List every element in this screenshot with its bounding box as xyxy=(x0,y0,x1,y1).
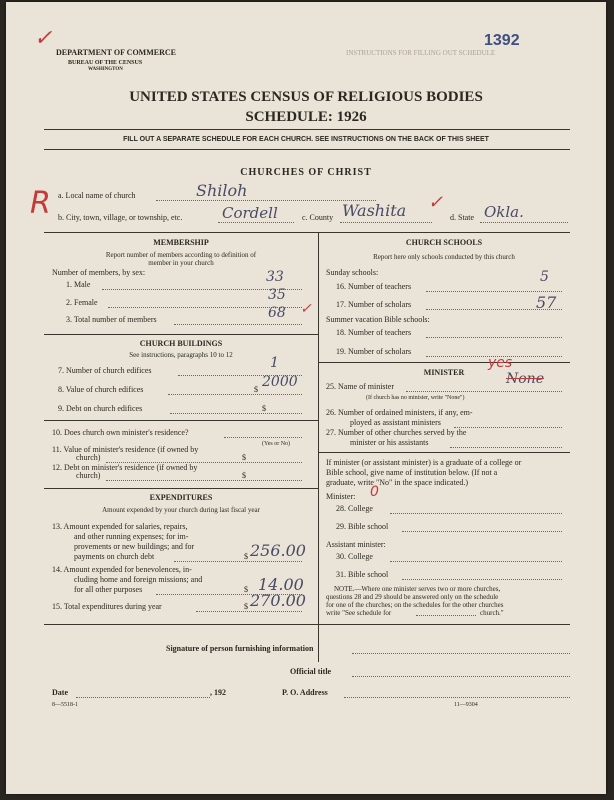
bureau: BUREAU OF THE CENSUS xyxy=(68,60,143,66)
vacation-teachers-label: 18. Number of teachers xyxy=(336,328,412,337)
red-check-mark: ✓ xyxy=(34,26,53,51)
buildings-title: CHURCH BUILDINGS xyxy=(139,339,223,348)
edifices-value-label: 8. Value of church edifices xyxy=(58,385,144,394)
dollar-sign: $ xyxy=(242,453,246,462)
total-check-mark: ✓ xyxy=(300,301,312,317)
bleed-through-text: INSTRUCTIONS FOR FILLING OUT SCHEDULE xyxy=(346,49,496,57)
state-label: d. State xyxy=(450,213,474,222)
signature-label: Signature of person furnishing information xyxy=(166,644,314,653)
po-address-label: P. O. Address xyxy=(282,688,328,697)
department: DEPARTMENT OF COMMERCE xyxy=(56,48,177,57)
denomination: CHURCHES OF CHRIST xyxy=(240,167,372,178)
benevolences-label2: cluding home and foreign missions; and xyxy=(74,575,203,584)
sunday-teachers-value: 5 xyxy=(540,269,549,285)
state-value: Okla. xyxy=(484,203,524,221)
city-value: Cordell xyxy=(222,204,278,222)
membership-title: MEMBERSHIP xyxy=(153,238,209,247)
minister-title: MINISTER xyxy=(423,368,465,377)
schools-note: Report here only schools conducted by this church xyxy=(373,253,515,261)
year-label: , 192 xyxy=(210,688,226,697)
dollar-sign: $ xyxy=(244,602,248,611)
buildings-note: See instructions, paragraphs 10 to 12 xyxy=(129,351,233,359)
running-expenses-value: 256.00 xyxy=(250,541,306,560)
note-line4: write "See schedule for xyxy=(326,609,392,617)
sunday-schools-label: Sunday schools: xyxy=(326,268,379,277)
county-value: Washita xyxy=(342,201,407,220)
schedule-sheet xyxy=(6,2,606,794)
dollar-sign: $ xyxy=(242,471,246,480)
graduate-note3: graduate, write "No" in the space indicated.) xyxy=(326,478,469,487)
minister-education-value: 0 xyxy=(370,484,379,500)
residence-value-label: 11. Value of minister's residence (if owned by xyxy=(52,445,199,454)
expenditures-note: Amount expended by your church during last fiscal year xyxy=(102,506,260,514)
residence-value-label2: church) xyxy=(76,453,101,462)
total-expenditures-label: 15. Total expenditures during year xyxy=(52,602,162,611)
minister-education-label: Minister: xyxy=(326,492,356,501)
minister-college-label: 28. College xyxy=(336,504,373,513)
benevolences-label3: for all other purposes xyxy=(74,585,143,594)
edifices-debt-label: 9. Debt on church edifices xyxy=(58,404,143,413)
yes-no-note: (Yes or No) xyxy=(262,441,291,447)
assistant-college-label: 30. College xyxy=(336,552,373,561)
other-churches-label2: minister or his assistants xyxy=(350,438,429,447)
fill-instruction: FILL OUT A SEPARATE SCHEDULE FOR EACH CHURCH. SEE INSTRUCTIONS ON THE BACK OF THIS SHEET xyxy=(123,136,489,143)
edifices-count-value: 1 xyxy=(270,355,279,371)
benevolences-value: 14.00 xyxy=(258,575,304,594)
membership-note2: member in your church xyxy=(148,259,214,267)
residence-debt-label2: church) xyxy=(76,471,101,480)
male-label: 1. Male xyxy=(66,280,91,289)
red-initial-mark: R xyxy=(30,186,51,221)
minister-name-value: None xyxy=(506,371,544,387)
church-name-label: a. Local name of church xyxy=(58,191,136,200)
female-label: 2. Female xyxy=(66,298,98,307)
running-expenses-label3: provements or new buildings; and for xyxy=(74,542,195,551)
benevolences-label1: 14. Amount expended for benevolences, in- xyxy=(52,565,192,574)
graduate-note2: Bible school, give name of institution below. (If not a xyxy=(326,468,498,477)
vacation-scholars-label: 19. Number of scholars xyxy=(336,347,412,356)
dollar-sign: $ xyxy=(244,552,248,561)
running-expenses-label4: payments on church debt xyxy=(74,552,155,561)
sunday-teachers-label: 16. Number of teachers xyxy=(336,282,412,291)
dollar-sign: $ xyxy=(244,585,248,594)
members-by-sex-label: Number of members, by sex: xyxy=(52,268,146,277)
owns-residence-label: 10. Does church own minister's residence? xyxy=(52,428,189,437)
official-title-label: Official title xyxy=(290,667,332,676)
female-value: 35 xyxy=(268,287,286,303)
minister-yes-mark: yes xyxy=(488,355,513,371)
county-check-mark: ✓ xyxy=(428,192,444,213)
total-members-label: 3. Total number of members xyxy=(66,315,157,324)
assistant-bible-school-label: 31. Bible school xyxy=(336,570,389,579)
minister-bible-school-label: 29. Bible school xyxy=(336,522,389,531)
city: WASHINGTON xyxy=(88,67,123,72)
print-number: 11—9304 xyxy=(454,702,478,708)
minister-name-note: (If church has no minister, write "None") xyxy=(366,395,465,401)
dollar-sign: $ xyxy=(262,404,266,413)
serial-number: 1392 xyxy=(484,32,520,49)
running-expenses-label2: and other running expenses; for im- xyxy=(74,532,189,541)
dollar-sign: $ xyxy=(254,385,258,394)
note-line1: NOTE.—Where one minister serves two or more churches, xyxy=(334,585,501,593)
expenditures-title: EXPENDITURES xyxy=(149,493,213,502)
date-label: Date xyxy=(52,688,68,697)
graduate-note1: If minister (or assistant minister) is a graduate of a college or xyxy=(326,458,522,467)
sunday-scholars-value: 57 xyxy=(536,293,557,312)
total-expenditures-value: 270.00 xyxy=(250,591,306,610)
note-line2: questions 28 and 29 should be answered only on the schedule xyxy=(326,593,499,601)
total-members-value: 68 xyxy=(268,305,286,321)
form-subtitle: SCHEDULE: 1926 xyxy=(245,109,367,125)
assistant-minister-label: Assistant minister: xyxy=(326,540,386,549)
male-value: 33 xyxy=(266,269,284,285)
edifices-count-label: 7. Number of church edifices xyxy=(58,366,152,375)
vacation-schools-label: Summer vacation Bible schools: xyxy=(326,315,430,324)
membership-note1: Report number of members according to definition of xyxy=(105,251,257,259)
form-number: 8—5518-1 xyxy=(52,702,78,708)
city-label: b. City, town, village, or township, etc. xyxy=(58,213,183,222)
ordained-ministers-label1: 26. Number of ordained ministers, if any, em- xyxy=(326,408,473,417)
county-label: c. County xyxy=(302,213,334,222)
minister-name-label: 25. Name of minister xyxy=(326,382,394,391)
edifices-value-value: 2000 xyxy=(262,374,298,390)
running-expenses-label1: 13. Amount expended for salaries, repairs, xyxy=(52,522,188,531)
note-line5: church." xyxy=(480,609,504,617)
other-churches-label1: 27. Number of other churches served by the xyxy=(326,428,467,437)
church-name-value: Shiloh xyxy=(196,181,248,200)
residence-debt-label: 12. Debt on minister's residence (if owned by xyxy=(52,463,198,472)
note-line3: for one of the churches; on the schedules for the other churches xyxy=(326,601,504,609)
sunday-scholars-label: 17. Number of scholars xyxy=(336,300,412,309)
schools-title: CHURCH SCHOOLS xyxy=(405,238,483,247)
form-title: UNITED STATES CENSUS OF RELIGIOUS BODIES xyxy=(129,89,483,105)
ordained-ministers-label2: ployed as assistant ministers xyxy=(350,418,441,427)
